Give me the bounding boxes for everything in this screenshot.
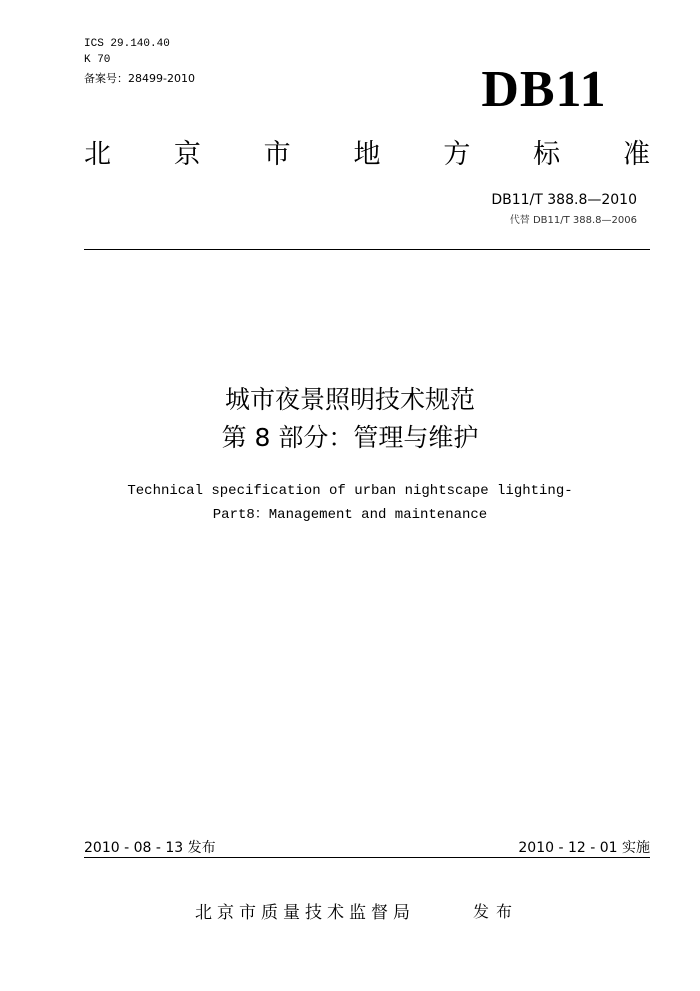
standard-type-char: 地 [353, 139, 381, 170]
standard-type-char: 标 [533, 139, 561, 170]
implementation-date: 2010 - 12 - 01 实施 [518, 840, 650, 856]
standard-mark: DB11 [481, 61, 607, 118]
title-zh-line2: 第 8 部分：管理与维护 [221, 423, 479, 452]
standard-type-char: 准 [622, 139, 650, 170]
standard-type-char: 北 [84, 139, 111, 170]
replaces-number: DB11/T 388.8—2006 [532, 215, 637, 226]
issued-label: 发布 [473, 902, 520, 921]
filing-number: 备案号：28499-2010 [84, 72, 195, 85]
title-zh-line1: 城市夜景照明技术规范 [224, 385, 475, 414]
issuing-authority: 北京市质量技术监督局 [195, 903, 415, 923]
ccs-code: K 70 [84, 54, 111, 66]
standard-type-char: 市 [263, 139, 291, 170]
title-en-line1: Technical specification of urban nightscape lighting- [127, 483, 573, 499]
ics-code: ICS 29.140.40 [84, 38, 170, 50]
standard-number: DB11/T 388.8—2010 [491, 192, 637, 208]
standard-type-char: 方 [443, 139, 471, 170]
standard-type-title [84, 137, 650, 173]
standard-type-char: 京 [173, 139, 201, 170]
top-divider [84, 249, 650, 250]
title-en-line2: Part8：Management and maintenance [212, 507, 488, 523]
replaces-line [510, 214, 637, 228]
replaces-label: 代替 [509, 215, 530, 226]
issue-date: 2010 - 08 - 13 发布 [84, 840, 216, 856]
bottom-divider [84, 857, 650, 858]
